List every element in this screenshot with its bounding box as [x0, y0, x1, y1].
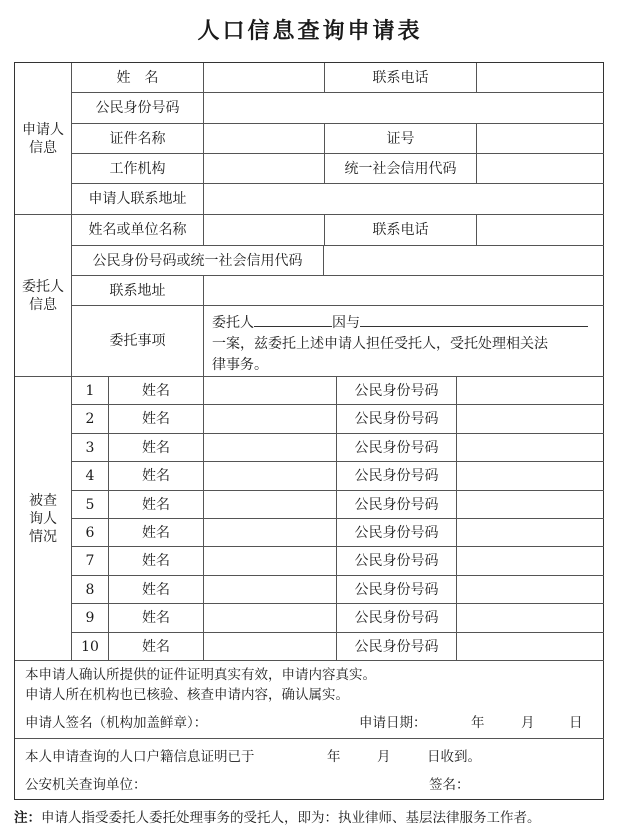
applicant-section-label: [15, 63, 72, 215]
queried-section-line2: 询人: [29, 510, 57, 527]
opponent-blank[interactable]: [360, 312, 588, 327]
police-sign-label: 签名：: [429, 777, 470, 793]
queried-row-id-field[interactable]: [457, 633, 604, 661]
footnote-text: 申请人指受委托人委托处理事务的受托人，即为：执业律师、基层法律服务工作者。: [41, 810, 541, 826]
queried-row-id-label: 公民身份号码: [337, 462, 457, 491]
queried-row-name-label: 姓名: [109, 405, 204, 434]
queried-row-id-label: 公民身份号码: [337, 519, 457, 547]
applicant-name-field[interactable]: [204, 63, 325, 93]
principal-name-label: 姓名或单位名称: [72, 215, 204, 246]
declaration-line1: 本申请人确认所提供的证件证明真实有效，申请内容真实。: [25, 667, 376, 683]
queried-row-id-label: 公民身份号码: [337, 434, 457, 462]
queried-row-name-label: 姓名: [109, 576, 204, 604]
applicant-section-line1: 申请人: [22, 121, 64, 138]
receipt-day: 日收到。: [427, 749, 481, 765]
apply-date-month: 月: [521, 715, 535, 731]
apply-date-label: 申请日期：: [359, 715, 427, 731]
queried-row-id-label: 公民身份号码: [337, 604, 457, 633]
matter-mid: 因与: [332, 315, 360, 331]
receipt-month: 月: [377, 749, 391, 765]
queried-row-number: 5: [72, 491, 109, 519]
footnote: [14, 806, 614, 826]
declaration-line2: 申请人所在机构也已核验、核查申请内容，确认属实。: [25, 687, 349, 703]
principal-address-label: 联系地址: [72, 276, 204, 306]
principal-name-field[interactable]: [204, 215, 325, 246]
receipt-year: 年: [327, 749, 341, 765]
queried-row-name-field[interactable]: [204, 604, 337, 633]
queried-row-number: 10: [72, 633, 109, 661]
queried-row-id-field[interactable]: [457, 604, 604, 633]
applicant-cert-no-label: 证号: [325, 124, 477, 154]
queried-row-name-label: 姓名: [109, 633, 204, 661]
apply-date-year: 年: [471, 715, 485, 731]
queried-row-id-field[interactable]: [457, 377, 604, 405]
principal-section-label: [15, 215, 72, 377]
applicant-cert-no-field[interactable]: [477, 124, 604, 154]
queried-row-name-label: 姓名: [109, 604, 204, 633]
queried-row-name-label: 姓名: [109, 434, 204, 462]
receipt-line1-prefix: 本人申请查询的人口户籍信息证明已于: [25, 749, 255, 765]
queried-row-name-label: 姓名: [109, 547, 204, 576]
queried-row-id-label: 公民身份号码: [337, 405, 457, 434]
principal-section-line2: 信息: [29, 296, 57, 313]
queried-row-number: 9: [72, 604, 109, 633]
applicant-section-line2: 信息: [29, 139, 57, 156]
queried-row-name-field[interactable]: [204, 547, 337, 576]
queried-row-name-field[interactable]: [204, 633, 337, 661]
principal-section-line1: 委托人: [22, 278, 64, 295]
queried-row-name-field[interactable]: [204, 405, 337, 434]
queried-row-id-field[interactable]: [457, 405, 604, 434]
apply-date-day: 日: [569, 715, 583, 731]
queried-row-number: 7: [72, 547, 109, 576]
principal-matter-text: [204, 306, 604, 377]
queried-row-name-field[interactable]: [204, 434, 337, 462]
matter-prefix: 委托人: [212, 315, 254, 331]
queried-row-id-field[interactable]: [457, 519, 604, 547]
queried-row-name-label: 姓名: [109, 462, 204, 491]
queried-row-id-field[interactable]: [457, 576, 604, 604]
applicant-credit-code-field[interactable]: [477, 154, 604, 184]
queried-row-id-label: 公民身份号码: [337, 377, 457, 405]
applicant-phone-field[interactable]: [477, 63, 604, 93]
applicant-credit-code-label: 统一社会信用代码: [325, 154, 477, 184]
footnote-label: 注：: [14, 810, 41, 826]
applicant-phone-label: 联系电话: [325, 63, 477, 93]
queried-row-id-label: 公民身份号码: [337, 576, 457, 604]
queried-section-label: [15, 377, 72, 661]
applicant-org-label: 工作机构: [72, 154, 204, 184]
queried-row-id-field[interactable]: [457, 491, 604, 519]
applicant-cert-name-label: 证件名称: [72, 124, 204, 154]
applicant-id-label: 公民身份号码: [72, 93, 204, 124]
queried-row-id-label: 公民身份号码: [337, 547, 457, 576]
police-unit-label: 公安机关查询单位：: [25, 777, 147, 793]
queried-section-line3: 情况: [29, 528, 57, 545]
queried-row-number: 8: [72, 576, 109, 604]
matter-line2: 一案，兹委托上述申请人担任受托人，受托处理相关法: [212, 336, 548, 352]
queried-row-name-field[interactable]: [204, 377, 337, 405]
form-title: 人口信息查询申请表: [197, 19, 423, 44]
queried-row-number: 2: [72, 405, 109, 434]
principal-blank[interactable]: [254, 312, 332, 327]
principal-id-label: 公民身份号码或统一社会信用代码: [72, 246, 324, 276]
queried-row-name-label: 姓名: [109, 519, 204, 547]
principal-address-field[interactable]: [204, 276, 604, 306]
queried-row-number: 6: [72, 519, 109, 547]
queried-row-id-field[interactable]: [457, 434, 604, 462]
queried-row-name-label: 姓名: [109, 377, 204, 405]
queried-row-id-field[interactable]: [457, 462, 604, 491]
queried-row-number: 3: [72, 434, 109, 462]
queried-row-name-field[interactable]: [204, 576, 337, 604]
applicant-org-field[interactable]: [204, 154, 325, 184]
applicant-id-field[interactable]: [204, 93, 604, 124]
applicant-cert-name-field[interactable]: [204, 124, 325, 154]
principal-id-field[interactable]: [324, 246, 604, 276]
principal-phone-label: 联系电话: [325, 215, 477, 246]
queried-row-name-field[interactable]: [204, 462, 337, 491]
application-form: [14, 62, 604, 800]
queried-row-name-field[interactable]: [204, 491, 337, 519]
queried-row-name-label: 姓名: [109, 491, 204, 519]
principal-matter-label: 委托事项: [72, 306, 204, 377]
queried-row-id-label: 公民身份号码: [337, 491, 457, 519]
queried-row-id-label: 公民身份号码: [337, 633, 457, 661]
queried-row-number: 1: [72, 377, 109, 405]
applicant-sign-label: 申请人签名（机构加盖鲜章）：: [25, 715, 208, 731]
applicant-address-field[interactable]: [204, 184, 604, 215]
applicant-name-label: 姓 名: [72, 63, 204, 93]
queried-section-line1: 被查: [29, 492, 57, 509]
applicant-address-label: 申请人联系地址: [72, 184, 204, 215]
queried-row-number: 4: [72, 462, 109, 491]
queried-row-name-field[interactable]: [204, 519, 337, 547]
principal-phone-field[interactable]: [477, 215, 604, 246]
matter-line3: 律事务。: [212, 357, 268, 373]
queried-row-id-field[interactable]: [457, 547, 604, 576]
